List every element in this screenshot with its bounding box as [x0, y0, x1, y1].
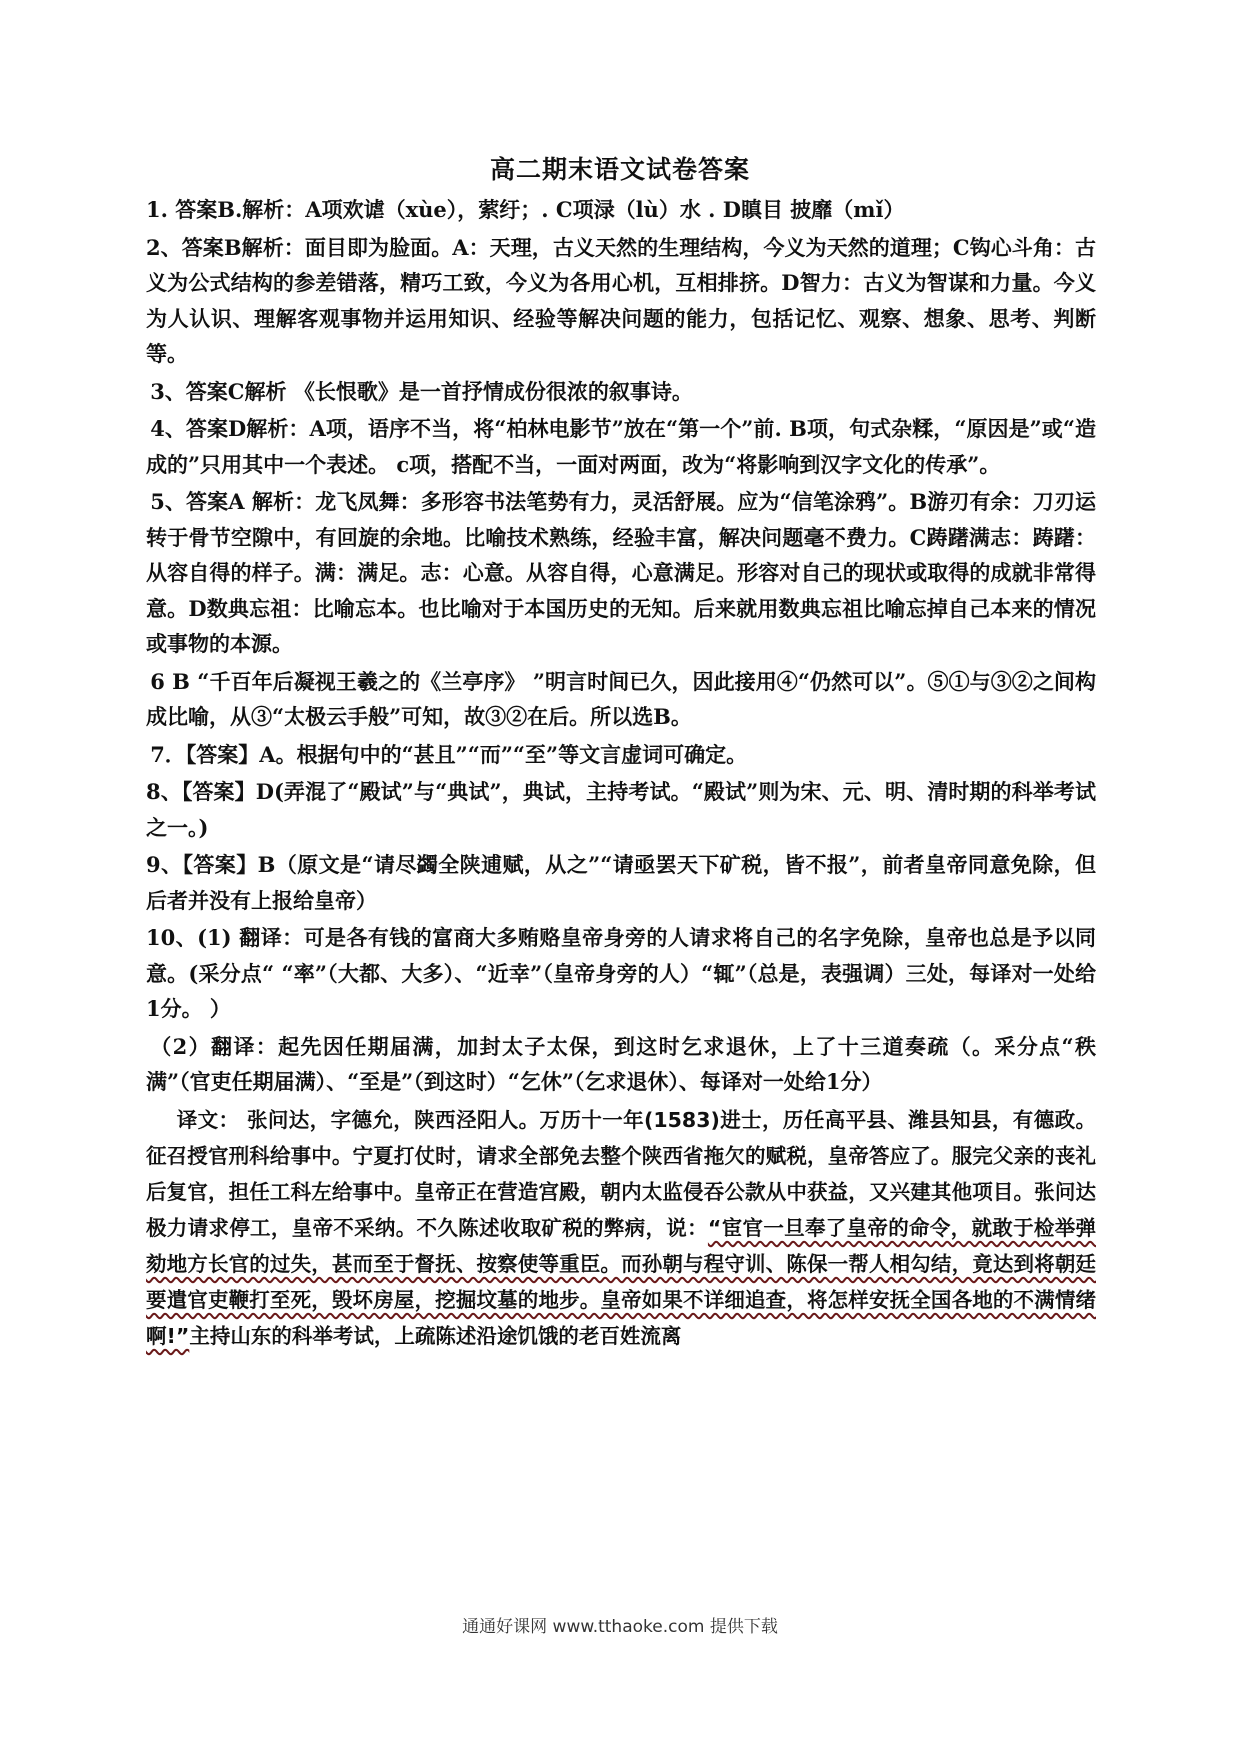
answer-item-7: 7．【答案】A。根据句中的“甚且”“而”“至”等文言虚词可确定。 — [150, 741, 748, 767]
translation-paragraph — [146, 1102, 1096, 1354]
answer-item-5: 5、答案A 解析：龙飞凤舞：多形容书法笔势有力，灵活舒展。应为“信笔涂鸦”。B游刃有余：刀刃运转于骨节空隙中，有回旋的余地。比喻技术熟练，经验丰富，解决问题毫不费力。C踌躇满志：踌躇：从容自得的样子。满：满足。志：心意。从容自得，心意满足。形容对自己的现状或取得的成就非常得意。D数典忘祖：比喻忘本。也比喻对于本国历史的无知。后来就用数典忘祖比喻忘掉自己本来的情况或事物的本源。 — [146, 489, 1096, 656]
translation-underlined-quote: “宦官一旦奉了皇帝的命令，就敢于检举弹劾地方长官的过失，甚而至于督抚、按察使等重臣。而孙朝与程守训、陈保一帮人相勾结，竟达到将朝廷要遣官吏鞭打至死，毁坏房屋，挖掘坟墓的地步。皇帝如果不详细追查，将怎样安抚全国各地的不满情绪啊!” — [146, 1215, 1097, 1348]
answer-item-8: 8、【答案】D(弄混了“殿试”与“典试”，典试，主持考试。“殿试”则为宋、元、明、清时期的科举考试之一。) — [146, 779, 1096, 840]
translation-tail: 主持山东的科举考试，上疏陈述沿途饥饿的老百姓流离 — [189, 1323, 682, 1348]
answer-item-6: 6 B “千百年后凝视王羲之的《兰亭序》 ”明言时间已久，因此接用④“仍然可以”。⑤①与③②之间构成比喻，从③“太极云手般”可知，故③②在后。所以选B。 — [146, 668, 1096, 729]
answer-content — [146, 192, 1096, 1356]
footer-source: 通通好课网 www.tthaoke.com 提供下载 — [462, 1617, 778, 1637]
answer-item-3: 3、答案C解析 《长恨歌》是一首抒情成份很浓的叙事诗。 — [150, 378, 693, 404]
answer-item-2: 2、答案B解析：面目即为脸面。A：天理，古义天然的生理结构，今义为天然的道理；C钩心斗角：古义为公式结构的参差错落，精巧工致，今义为各用心机，互相排挤。D智力：古义为智谋和力量。今义为人认识、理解客观事物并运用知识、经验等解决问题的能力，包括记忆、观察、想象、思考、判断等。 — [146, 234, 1096, 366]
answer-item-10-1: 10、(1) 翻译：可是各有钱的富商大多贿赂皇帝身旁的人请求将自己的名字免除，皇帝也总是予以同意。(采分点“ “率”（大都、大多）、“近幸”（皇帝身旁的人）“辄”（总是，表强调）三处，每译对一处给1分。 ） — [146, 925, 1097, 1021]
answer-item-1: 1. 答案B.解析：A项欢谑（xùe），萦纡；. C项渌（lù）水 . D瞋目 披靡（mǐ） — [146, 197, 905, 222]
answer-item-9: 9、【答案】B（原文是“请尽蠲全陕逋赋，从之”“请亟罢天下矿税，皆不报”，前者皇帝同意免除，但后者并没有上报给皇帝） — [146, 852, 1096, 913]
translation-text: 译文： 张问达，字德允，陕西泾阳人。万历十一年(1583)进士，历任高平县、潍县知县，有德政。征召授官刑科给事中。宁夏打仗时，请求全部免去整个陕西省拖欠的赋税，皇帝答应了。服完父亲的丧礼后复官，担任工科左给事中。皇帝正在营造宫殿，朝内太监侵吞公款从中获益，又兴建其他项目。张问达极力请求停工，皇帝不采纳。不久陈述收取矿税的弊病，说： — [146, 1107, 1096, 1240]
page-title: 高二期末语文试卷答案 — [489, 155, 750, 184]
answer-item-10-2: （2）翻译：起先因任期届满，加封太子太保，到这时乞求退休，上了十三道奏疏（。采分点“秩满”（官吏任期届满）、“至是”（到这时）“乞休”（乞求退休）、每译对一处给1分） — [146, 1033, 1096, 1094]
answer-item-4: 4、答案D解析：A项，语序不当，将“柏林电影节”放在“第一个”前. B项，句式杂糅，“原因是”或“造成的”只用其中一个表述。 c项，搭配不当，一面对两面，改为“将影响到汉字文化的传承”。 — [146, 416, 1096, 477]
